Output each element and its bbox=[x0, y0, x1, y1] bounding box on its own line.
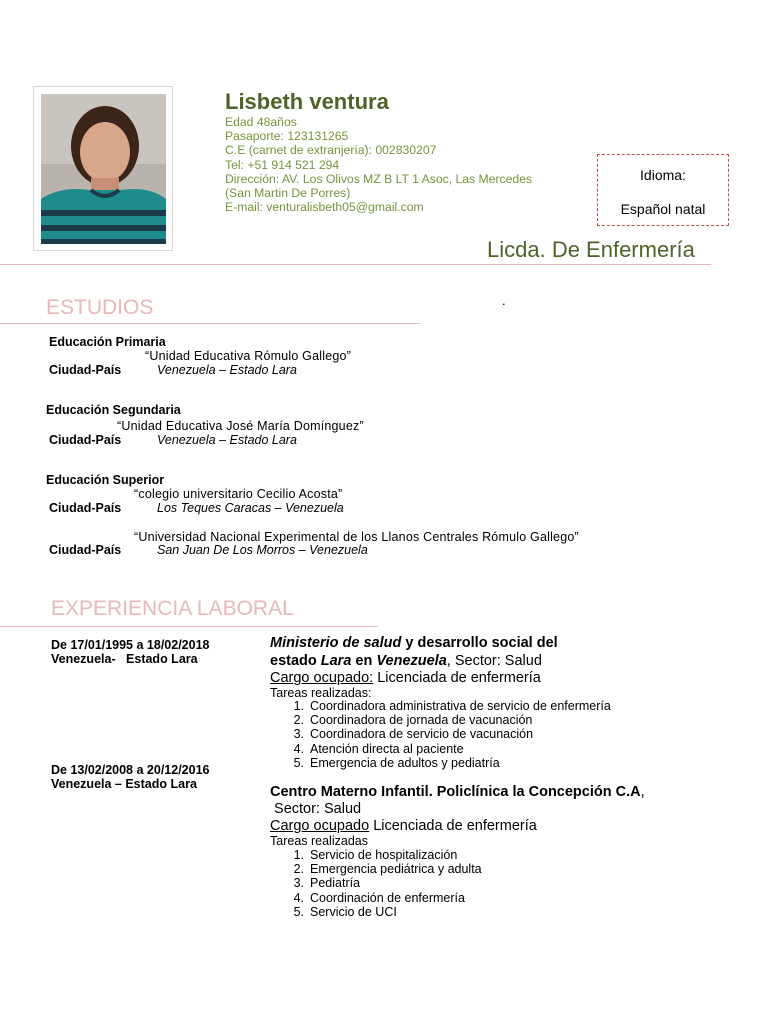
contact-address-district: (San Martin De Porres) bbox=[225, 186, 351, 201]
higher-city-2-label: Ciudad-País bbox=[49, 543, 122, 557]
list-item: 2. Coordinadora de jornada de vacunación bbox=[293, 713, 533, 728]
higher-city-1-label: Ciudad-País bbox=[49, 501, 122, 515]
list-item: 5. Emergencia de adultos y pediatría bbox=[293, 755, 500, 770]
job2-location: Venezuela – Estado Lara bbox=[51, 777, 197, 791]
list-item: 1. Coordinadora administrativa de servicio de enfermería bbox=[293, 699, 611, 713]
primary-education-label: Educación Primaria bbox=[49, 335, 166, 349]
experience-section-title: EXPERIENCIA LABORAL bbox=[51, 597, 294, 620]
job1-position-label: Cargo ocupado: bbox=[270, 670, 374, 686]
list-item: 2. Emergencia pediátrica y adulta bbox=[293, 862, 482, 877]
job1-task-list bbox=[288, 699, 648, 770]
list-item: 1. Servicio de hospitalización bbox=[293, 848, 458, 862]
job1-employer-line2 bbox=[270, 653, 542, 669]
contact-passport: Pasaporte: 123131265 bbox=[225, 129, 349, 144]
job2-position-label: Cargo ocupado bbox=[270, 818, 370, 834]
secondary-city-label: Ciudad-País bbox=[49, 433, 122, 447]
higher-institution-1: “colegio universitario Cecilio Acosta” bbox=[134, 487, 343, 501]
stray-dot: . bbox=[502, 293, 506, 308]
candidate-name: Lisbeth ventura bbox=[225, 89, 389, 114]
language-value: Español natal bbox=[620, 201, 706, 217]
job1-position-value: Licenciada de enfermería bbox=[373, 670, 541, 686]
job1-tasks-label: Tareas realizadas: bbox=[270, 686, 372, 700]
studies-section-title: ESTUDIOS bbox=[46, 296, 154, 319]
job1-employer-rest: y desarrollo social del bbox=[401, 635, 558, 651]
job2-employer-line1 bbox=[270, 784, 645, 800]
primary-city-label: Ciudad-País bbox=[49, 363, 122, 377]
job2-dates: De 13/02/2008 a 20/12/2016 bbox=[51, 763, 210, 777]
secondary-city: Venezuela – Estado Lara bbox=[157, 433, 297, 447]
profile-photo-image bbox=[41, 94, 166, 244]
job2-position bbox=[270, 818, 537, 834]
job2-task-list bbox=[288, 848, 648, 919]
studies-divider bbox=[0, 323, 420, 324]
job1-location: Venezuela- Estado Lara bbox=[51, 652, 198, 666]
contact-address: Dirección: AV. Los Olivos MZ B LT 1 Asoc, Las Mercedes bbox=[225, 171, 533, 186]
job1-state-name: Lara bbox=[320, 653, 352, 669]
higher-institution-2: “Universidad Nacional Experimental de los Llanos Centrales Rómulo Gallego” bbox=[134, 530, 579, 544]
primary-institution: “Unidad Educativa Rómulo Gallego” bbox=[145, 349, 352, 363]
job1-sector: , Sector: Salud bbox=[446, 653, 542, 669]
job2-tasks-label: Tareas realizadas bbox=[270, 834, 368, 848]
job1-in-word: en bbox=[351, 653, 377, 669]
contact-phone: Tel: +51 914 521 294 bbox=[225, 157, 340, 172]
list-item: 5. Servicio de UCI bbox=[293, 904, 397, 919]
job2-employer-comma: , bbox=[640, 784, 645, 800]
higher-education-label: Educación Superior bbox=[46, 473, 165, 487]
job1-state-word: estado bbox=[270, 653, 321, 669]
job2-employer-name: Centro Materno Infantil. Policlínica la Concepción C.A bbox=[270, 784, 641, 800]
job2-sector: Sector: Salud bbox=[270, 801, 362, 817]
list-item: 4. Atención directa al paciente bbox=[293, 741, 464, 756]
job1-position bbox=[270, 670, 541, 686]
secondary-institution: “Unidad Educativa José María Domínguez” bbox=[117, 419, 364, 433]
job2-position-value: Licenciada de enfermería bbox=[369, 818, 537, 834]
contact-age: Edad 48años bbox=[225, 115, 297, 129]
job1-employer-line1 bbox=[270, 635, 558, 651]
profile-photo bbox=[33, 86, 173, 251]
contact-ce: C.E (carnet de extranjería): 002830207 bbox=[225, 143, 437, 158]
list-item: 4. Coordinación de enfermería bbox=[293, 890, 465, 905]
job1-employer-name: Ministerio de salud bbox=[270, 635, 402, 651]
profession-title: Licda. De Enfermería bbox=[487, 237, 695, 262]
higher-city-2: San Juan De Los Morros – Venezuela bbox=[157, 543, 368, 557]
language-title: Idioma: bbox=[640, 167, 686, 183]
language-box bbox=[597, 154, 729, 226]
experience-divider bbox=[0, 626, 378, 627]
higher-city-1: Los Teques Caracas – Venezuela bbox=[157, 501, 344, 515]
contact-info bbox=[225, 115, 532, 214]
primary-city: Venezuela – Estado Lara bbox=[157, 363, 297, 377]
job1-country: Venezuela bbox=[376, 653, 447, 669]
secondary-education-label: Educación Segundaria bbox=[46, 403, 181, 417]
list-item: 3. Coordinadora de servicio de vacunación bbox=[293, 727, 534, 742]
contact-email: E-mail: venturalisbeth05@gmail.com bbox=[225, 200, 424, 215]
header-divider bbox=[0, 264, 711, 265]
list-item: 3. Pediatría bbox=[293, 876, 361, 891]
job1-dates: De 17/01/1995 a 18/02/2018 bbox=[51, 638, 210, 652]
